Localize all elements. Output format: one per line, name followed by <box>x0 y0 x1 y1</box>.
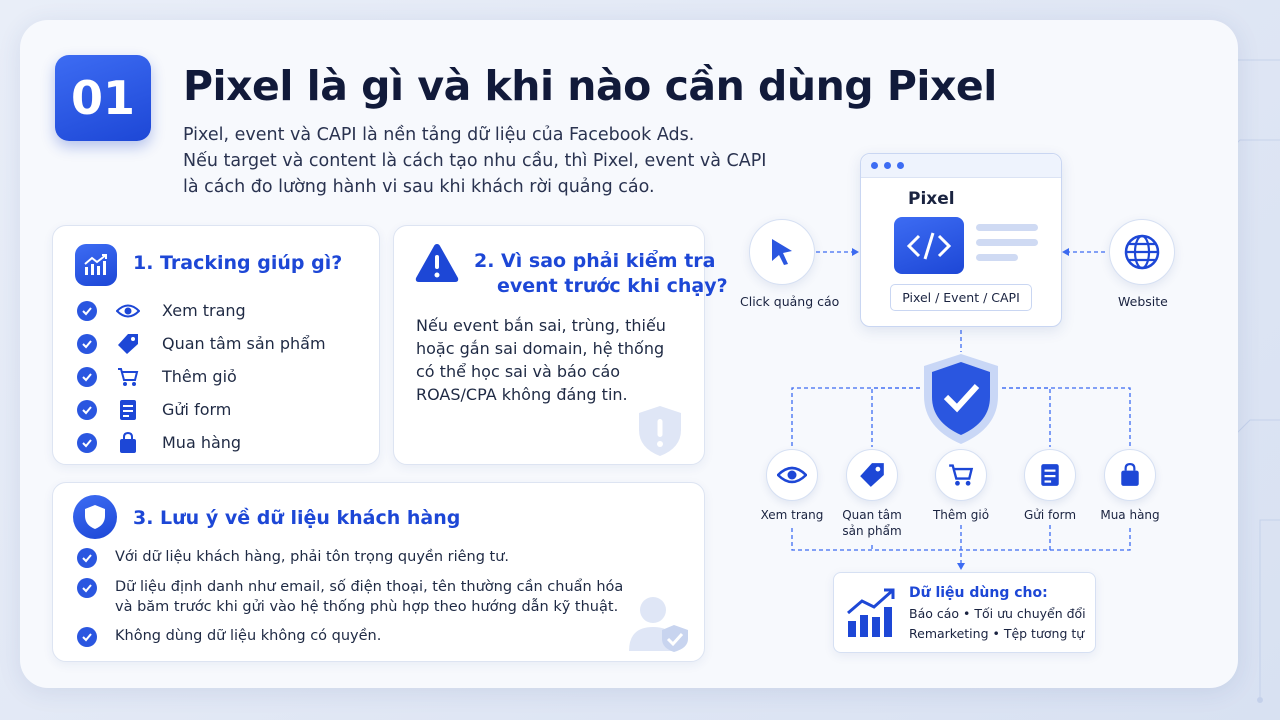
intro-line: Nếu target và content là cách tạo nhu cầu, thì Pixel, event và CAPI <box>183 151 767 171</box>
intro-line: Pixel, event và CAPI là nền tảng dữ liệu của Facebook Ads. <box>183 125 695 145</box>
data-box-line: Báo cáo • Tối ưu chuyển đổi <box>909 606 1086 621</box>
text-line: hoặc gắn sai domain, hệ thống <box>416 339 665 358</box>
page-title: Pixel là gì và khi nào cần dùng Pixel <box>183 62 997 110</box>
event-label: Quan tâm sản phẩm <box>842 508 902 538</box>
bag-icon <box>1104 449 1156 501</box>
data-box-title: Dữ liệu dùng cho: <box>909 585 1048 601</box>
data-usage-box <box>833 572 1096 653</box>
privacy-card-title: 3. Lưu ý về dữ liệu khách hàng <box>133 507 461 529</box>
cursor-icon <box>749 219 815 285</box>
placeholder-line <box>976 224 1038 231</box>
tag-icon <box>846 449 898 501</box>
warning-card-title-line2: event trước khi chạy? <box>497 275 728 297</box>
click-label: Click quảng cáo <box>740 294 840 309</box>
text-line: Nếu event bắn sai, trùng, thiếu <box>416 316 666 335</box>
pixel-event-capi-tag: Pixel / Event / CAPI <box>890 284 1032 311</box>
event-label: Mua hàng <box>1100 508 1160 522</box>
text-line: có thể học sai và báo cáo <box>416 362 621 381</box>
cart-icon <box>935 449 987 501</box>
note-text: Không dùng dữ liệu không có quyền. <box>115 628 382 644</box>
placeholder-line <box>976 239 1038 246</box>
placeholder-line <box>976 254 1018 261</box>
code-icon <box>894 217 964 274</box>
bar-chart-icon <box>846 587 896 643</box>
list-item-label: Quan tâm sản phẩm <box>162 334 326 353</box>
window-titlebar <box>861 154 1061 178</box>
note-text: Dữ liệu định danh như email, số điện thoại, tên thường cần chuẩn hóa <box>115 579 624 595</box>
warning-card-title-line1: 2. Vì sao phải kiểm tra <box>474 250 716 272</box>
list-item-label: Mua hàng <box>162 433 242 452</box>
intro-line: là cách đo lường hành vi sau khi khách rời quảng cáo. <box>183 177 655 197</box>
section-number-badge: 01 <box>55 55 151 141</box>
eye-icon <box>766 449 818 501</box>
text-line: ROAS/CPA không đáng tin. <box>416 385 628 404</box>
event-label: Gửi form <box>1023 508 1077 522</box>
event-label: Thêm giỏ <box>932 508 990 522</box>
data-box-line: Remarketing • Tệp tương tự <box>909 626 1085 641</box>
pixel-window-title: Pixel <box>908 189 955 209</box>
website-label: Website <box>1118 294 1168 309</box>
note-text: Với dữ liệu khách hàng, phải tôn trọng quyền riêng tư. <box>115 549 510 565</box>
shield-check-icon <box>920 352 1002 450</box>
globe-icon <box>1109 219 1175 285</box>
pixel-window <box>860 153 1062 327</box>
event-label: Xem trang <box>760 508 824 522</box>
list-item-label: Thêm giỏ <box>162 367 237 386</box>
form-icon <box>1024 449 1076 501</box>
tracking-card-title: 1. Tracking giúp gì? <box>133 252 343 274</box>
list-item-label: Gửi form <box>162 400 232 419</box>
list-item-label: Xem trang <box>162 301 246 320</box>
note-text: và băm trước khi gửi vào hệ thống phù hợp theo hướng dẫn kỹ thuật. <box>115 599 619 615</box>
